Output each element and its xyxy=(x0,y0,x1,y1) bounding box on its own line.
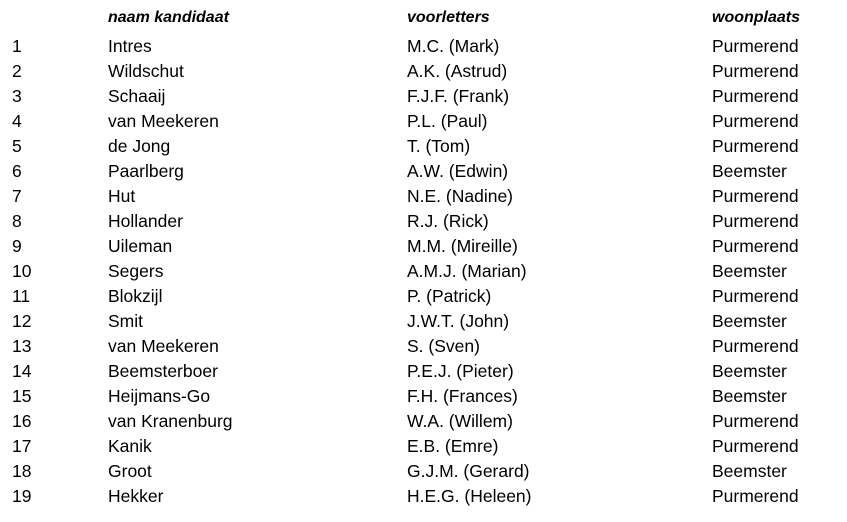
candidate-initials: A.W. (Edwin) xyxy=(407,161,509,181)
candidate-initials: F.H. (Frances) xyxy=(407,386,518,406)
candidate-city: Purmerend xyxy=(712,336,799,356)
candidate-number: 6 xyxy=(12,161,22,181)
candidate-name: van Meekeren xyxy=(108,336,219,356)
candidate-number: 17 xyxy=(12,436,32,456)
header-city: woonplaats xyxy=(712,9,801,26)
candidate-name: Blokzijl xyxy=(108,286,163,306)
candidate-initials: H.E.G. (Heleen) xyxy=(407,486,532,506)
table-row xyxy=(0,459,847,484)
candidate-initials: T. (Tom) xyxy=(407,136,471,156)
candidate-name: Beemsterboer xyxy=(108,361,218,381)
table-row xyxy=(0,84,847,109)
candidate-city: Beemster xyxy=(712,161,787,181)
candidate-city: Purmerend xyxy=(712,86,799,106)
candidate-city: Purmerend xyxy=(712,411,799,431)
candidate-initials: P. (Patrick) xyxy=(407,286,492,306)
candidate-name: Schaaij xyxy=(108,86,166,106)
candidate-name: Hekker xyxy=(108,486,164,506)
table-row xyxy=(0,384,847,409)
header-initials: voorletters xyxy=(407,9,490,26)
candidate-initials: M.M. (Mireille) xyxy=(407,236,518,256)
candidate-city: Purmerend xyxy=(712,486,799,506)
table-row xyxy=(0,484,847,509)
candidate-name: Groot xyxy=(108,461,152,481)
table-row xyxy=(0,109,847,134)
candidate-city: Purmerend xyxy=(712,36,799,56)
candidate-initials: W.A. (Willem) xyxy=(407,411,513,431)
table-row xyxy=(0,409,847,434)
candidate-number: 9 xyxy=(12,236,22,256)
candidate-name: Hollander xyxy=(108,211,183,231)
candidate-number: 1 xyxy=(12,36,22,56)
candidate-number: 15 xyxy=(12,386,32,406)
table-header xyxy=(0,5,847,30)
candidate-city: Beemster xyxy=(712,461,787,481)
candidate-name: Uileman xyxy=(108,236,173,256)
table-row xyxy=(0,259,847,284)
candidate-initials: N.E. (Nadine) xyxy=(407,186,514,206)
candidate-number: 5 xyxy=(12,136,22,156)
candidate-number: 11 xyxy=(12,286,31,306)
candidate-number: 16 xyxy=(12,411,32,431)
candidate-initials: S. (Sven) xyxy=(407,336,480,356)
table-row xyxy=(0,234,847,259)
candidate-initials: G.J.M. (Gerard) xyxy=(407,461,530,481)
candidate-number: 14 xyxy=(12,361,32,381)
candidate-city: Beemster xyxy=(712,311,787,331)
candidate-initials: P.E.J. (Pieter) xyxy=(407,361,514,381)
candidate-number: 10 xyxy=(12,261,32,281)
candidate-initials: F.J.F. (Frank) xyxy=(407,86,510,106)
candidate-initials: P.L. (Paul) xyxy=(407,111,488,131)
table-row xyxy=(0,159,847,184)
header-name: naam kandidaat xyxy=(108,9,229,26)
candidate-city: Purmerend xyxy=(712,236,799,256)
candidate-city: Purmerend xyxy=(712,61,799,81)
candidate-number: 8 xyxy=(12,211,22,231)
candidate-number: 7 xyxy=(12,186,22,206)
candidate-name: van Meekeren xyxy=(108,111,219,131)
table-row xyxy=(0,334,847,359)
candidate-name: Smit xyxy=(108,311,143,331)
table-row xyxy=(0,34,847,59)
table-row xyxy=(0,134,847,159)
candidate-initials: A.M.J. (Marian) xyxy=(407,261,527,281)
candidate-city: Purmerend xyxy=(712,211,799,231)
candidate-name: de Jong xyxy=(108,136,171,156)
candidate-city: Beemster xyxy=(712,361,787,381)
candidate-initials: M.C. (Mark) xyxy=(407,36,500,56)
candidate-city: Purmerend xyxy=(712,286,799,306)
candidate-number: 3 xyxy=(12,86,22,106)
candidate-number: 18 xyxy=(12,461,32,481)
candidate-number: 13 xyxy=(12,336,32,356)
table-row xyxy=(0,309,847,334)
candidate-name: Hut xyxy=(108,186,136,206)
candidate-city: Purmerend xyxy=(712,436,799,456)
candidate-initials: R.J. (Rick) xyxy=(407,211,489,231)
candidate-city: Beemster xyxy=(712,386,787,406)
candidate-city: Purmerend xyxy=(712,136,799,156)
candidate-initials: J.W.T. (John) xyxy=(407,311,510,331)
candidate-name: Heijmans-Go xyxy=(108,386,211,406)
candidate-city: Purmerend xyxy=(712,186,799,206)
candidate-name: Intres xyxy=(108,36,152,56)
table-row xyxy=(0,434,847,459)
table-row xyxy=(0,209,847,234)
candidate-initials: E.B. (Emre) xyxy=(407,436,499,456)
candidate-number: 4 xyxy=(12,111,22,131)
candidate-name: Segers xyxy=(108,261,164,281)
table-row xyxy=(0,59,847,84)
candidate-city: Beemster xyxy=(712,261,787,281)
candidate-number: 12 xyxy=(12,311,32,331)
candidate-name: Wildschut xyxy=(108,61,184,81)
table-row xyxy=(0,184,847,209)
candidate-initials: A.K. (Astrud) xyxy=(407,61,508,81)
candidate-name: Kanik xyxy=(108,436,152,456)
candidate-city: Purmerend xyxy=(712,111,799,131)
table-row xyxy=(0,284,847,309)
candidate-number: 2 xyxy=(12,61,22,81)
candidate-name: Paarlberg xyxy=(108,161,184,181)
table-row xyxy=(0,359,847,384)
candidate-number: 19 xyxy=(12,486,32,506)
candidate-name: van Kranenburg xyxy=(108,411,233,431)
